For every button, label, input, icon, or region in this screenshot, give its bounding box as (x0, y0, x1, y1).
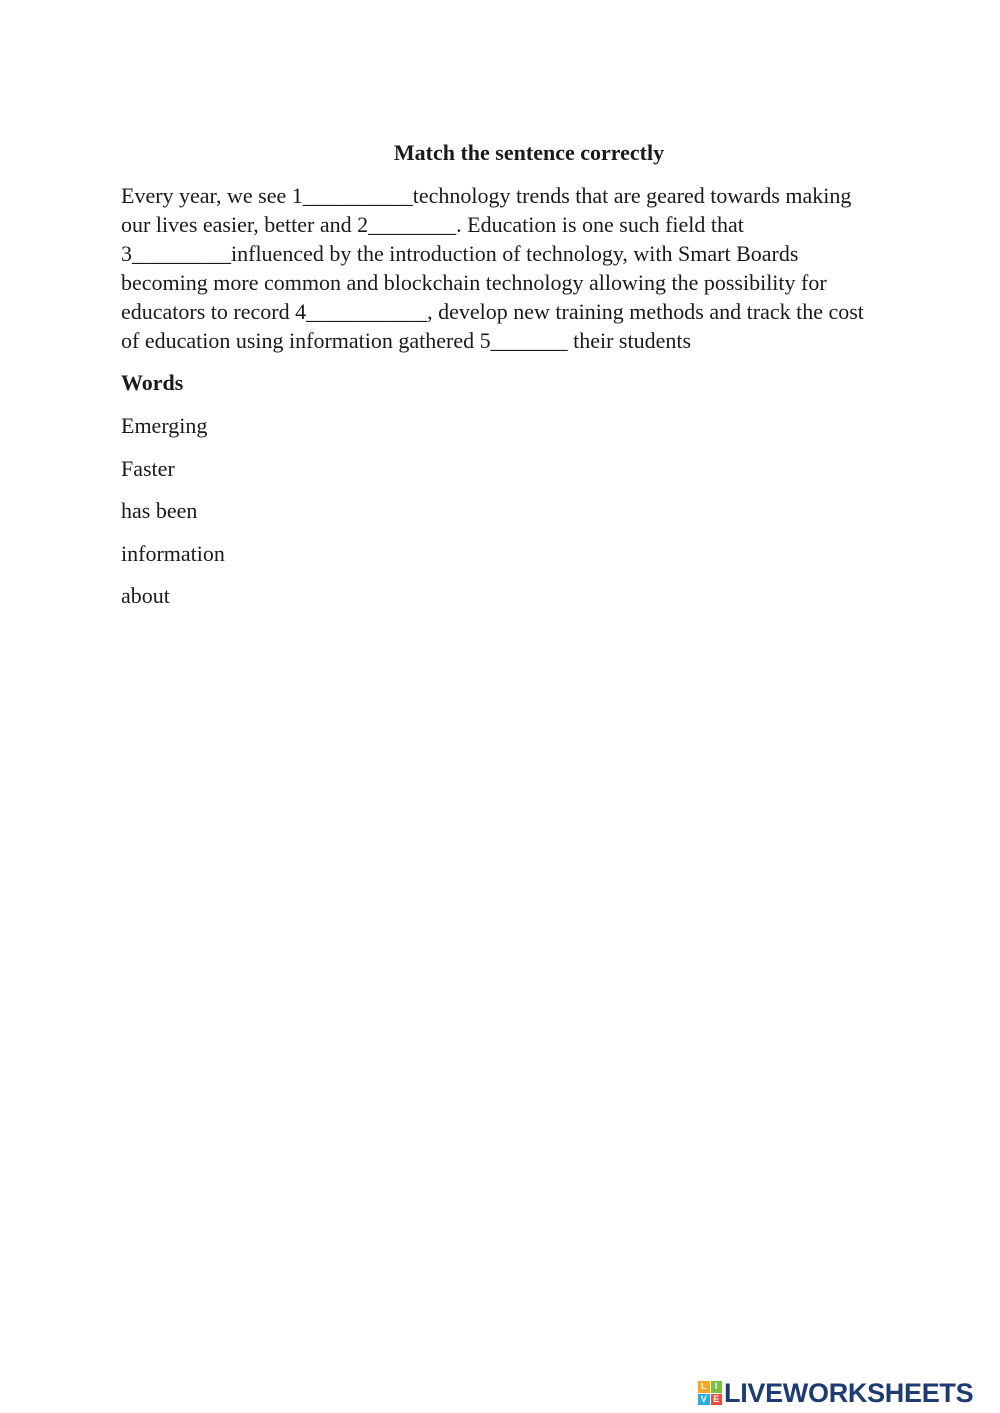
brand-text: LIVEWORKSHEETS (724, 1378, 974, 1408)
page-title: Match the sentence correctly (393, 140, 665, 165)
paragraph-line: becoming more common and blockchain technology allowing the possibility for (121, 270, 827, 295)
paragraph-line: of education using information gathered 5_______ their students (121, 328, 692, 353)
liveworksheets-brand (698, 1379, 994, 1407)
logo-tile: L (698, 1381, 710, 1393)
word-item: has been (121, 498, 198, 523)
word-item: Faster (121, 455, 175, 481)
logo-tile: E (711, 1394, 723, 1406)
logo-tile: I (711, 1381, 723, 1393)
exercise-paragraph (121, 181, 921, 355)
word-list (121, 411, 225, 624)
word-item: Emerging (121, 413, 208, 438)
word-item: information (121, 540, 225, 566)
logo-tile: V (698, 1394, 710, 1406)
liveworksheets-logo-icon (698, 1381, 722, 1405)
paragraph-line: Every year, we see 1__________technology trends that are geared towards making (121, 183, 852, 208)
paragraph-line: our lives easier, better and 2________. Education is one such field that (121, 212, 744, 237)
paragraph-line: educators to record 4___________, develop new training methods and track the cost (121, 299, 864, 324)
paragraph-line: 3_________influenced by the introduction of technology, with Smart Boards (121, 241, 799, 266)
words-heading: Words (121, 370, 184, 395)
word-item: about (121, 583, 170, 608)
